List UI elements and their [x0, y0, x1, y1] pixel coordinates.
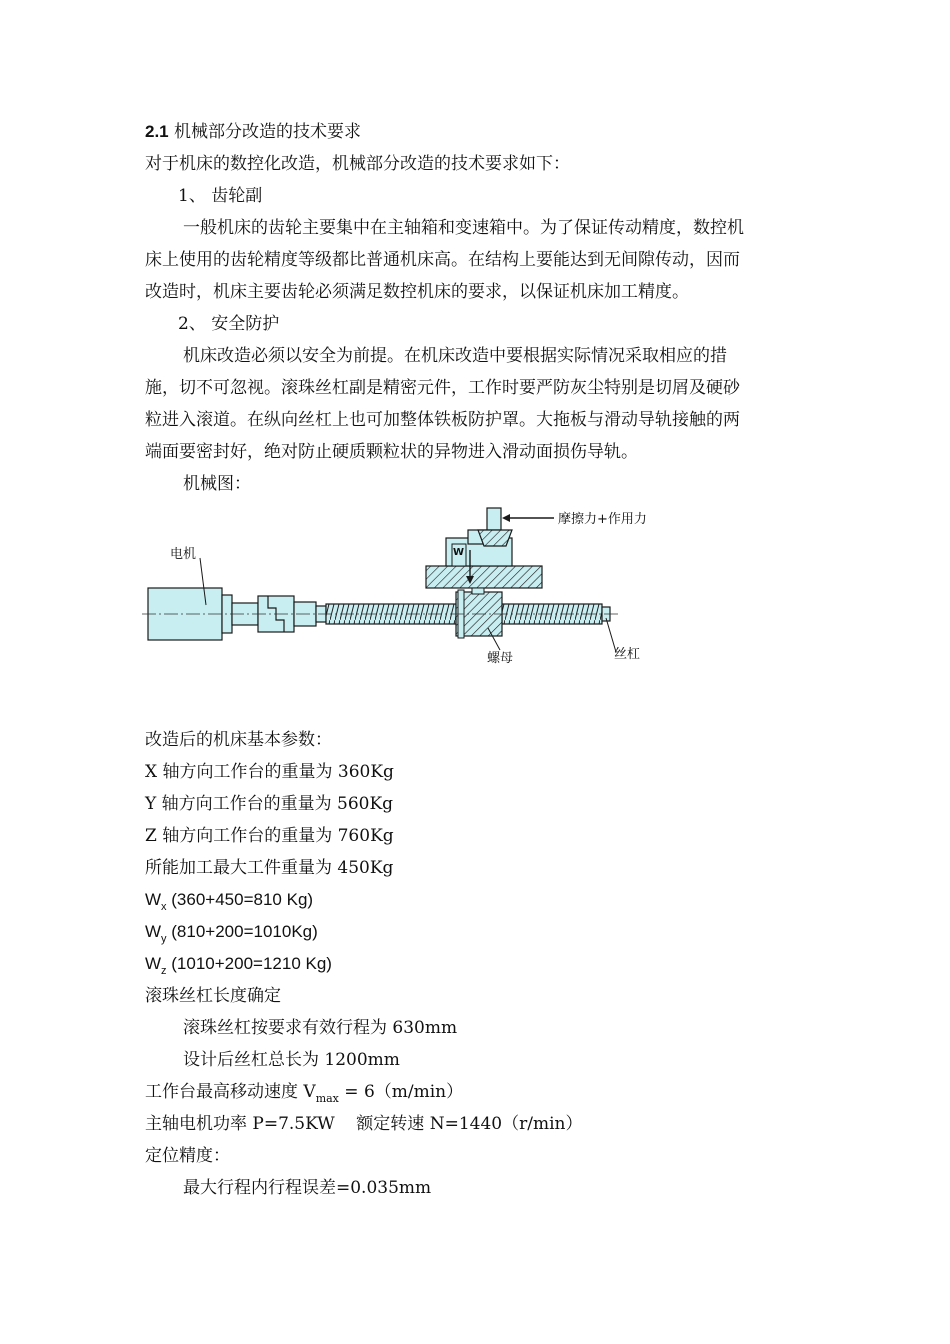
weight-x-line: [145, 889, 313, 911]
safety-paragraph-line: 施，切不可忽视。滚珠丝杠副是精密元件，工作时要严防灰尘特别是切屑及硬砂: [145, 378, 740, 398]
motor-label: 电机: [170, 547, 197, 562]
item-heading-safety: 2、 安全防护: [178, 314, 280, 334]
gears-paragraph-line: 改造时，机床主要齿轮必须满足数控机床的要求，以保证机床加工精度。: [145, 282, 689, 302]
section-title: [145, 121, 361, 143]
accuracy-heading: 定位精度：: [145, 1146, 230, 1166]
item-heading-gears: 1、 齿轮副: [178, 186, 263, 206]
weight-z-line: [145, 953, 332, 975]
mechanical-diagram-svg: [140, 500, 680, 680]
nut-label: 螺母: [487, 651, 514, 666]
screw-length-heading: 滚珠丝杠长度确定: [145, 986, 281, 1006]
weight-formula: (810+200=1010Kg): [166, 922, 318, 941]
section-title-text: 机械部分改造的技术要求: [174, 122, 362, 142]
safety-paragraph-line: 机床改造必须以安全为前提。在机床改造中要根据实际情况采取相应的措: [183, 346, 727, 366]
weight-subscript: z: [161, 965, 167, 977]
weight-subscript: y: [161, 933, 167, 945]
max-speed-label: 工作台最高移动速度 V: [145, 1082, 316, 1102]
weight-formula: (1010+200=1210 Kg): [166, 954, 332, 973]
intro-paragraph: 对于机床的数控化改造，机械部分改造的技术要求如下：: [145, 154, 570, 174]
weight-symbol: W: [145, 954, 162, 973]
gears-paragraph-line: 一般机床的齿轮主要集中在主轴箱和变速箱中。为了保证传动精度，数控机: [183, 218, 744, 238]
weight-symbol: W: [145, 890, 162, 909]
weight-formula: (360+450=810 Kg): [166, 890, 314, 909]
param-line: Z 轴方向工作台的重量为 760Kg: [145, 826, 394, 846]
carriage-plate: [426, 566, 542, 588]
weight-y-line: [145, 921, 318, 943]
section-number: 2.1: [145, 122, 169, 141]
weight-symbol: W: [145, 922, 162, 941]
screw-label: 丝杠: [614, 647, 641, 662]
carriage-link: [472, 588, 484, 594]
figure-caption: 机械图：: [183, 474, 251, 494]
safety-paragraph-line: 端面要密封好，绝对防止硬质颗粒状的异物进入滑动面损伤导轨。: [145, 442, 638, 462]
screw-length-line: 设计后丝杠总长为 1200mm: [183, 1050, 400, 1070]
max-speed-subscript: max: [315, 1092, 339, 1105]
spindle-motor-line: 主轴电机功率 P=7.5KW 额定转速 N=1440（r/min）: [145, 1114, 583, 1134]
weight-label: W: [453, 547, 465, 558]
force-arrowhead: [502, 514, 510, 522]
mechanical-diagram: [140, 500, 680, 680]
param-line: X 轴方向工作台的重量为 360Kg: [145, 762, 394, 782]
force-label: 摩擦力+作用力: [558, 512, 647, 527]
tool-tip: [478, 530, 512, 546]
accuracy-line: 最大行程内行程误差=0.035mm: [183, 1178, 432, 1198]
param-line: 所能加工最大工件重量为 450Kg: [145, 858, 394, 878]
params-heading: 改造后的机床基本参数：: [145, 730, 332, 750]
max-speed-line: [145, 1081, 463, 1103]
weight-subscript: x: [161, 901, 167, 913]
safety-paragraph-line: 粒进入滚道。在纵向丝杠上也可加整体铁板防护罩。大拖板与滑动导轨接触的两: [145, 410, 740, 430]
max-speed-value: = 6（m/min）: [338, 1082, 464, 1102]
tool-shank: [487, 508, 501, 530]
screw-length-line: 滚珠丝杠按要求有效行程为 630mm: [183, 1018, 458, 1038]
gears-paragraph-line: 床上使用的齿轮精度等级都比普通机床高。在结构上要能达到无间隙传动，因而: [145, 250, 740, 270]
param-line: Y 轴方向工作台的重量为 560Kg: [145, 794, 394, 814]
